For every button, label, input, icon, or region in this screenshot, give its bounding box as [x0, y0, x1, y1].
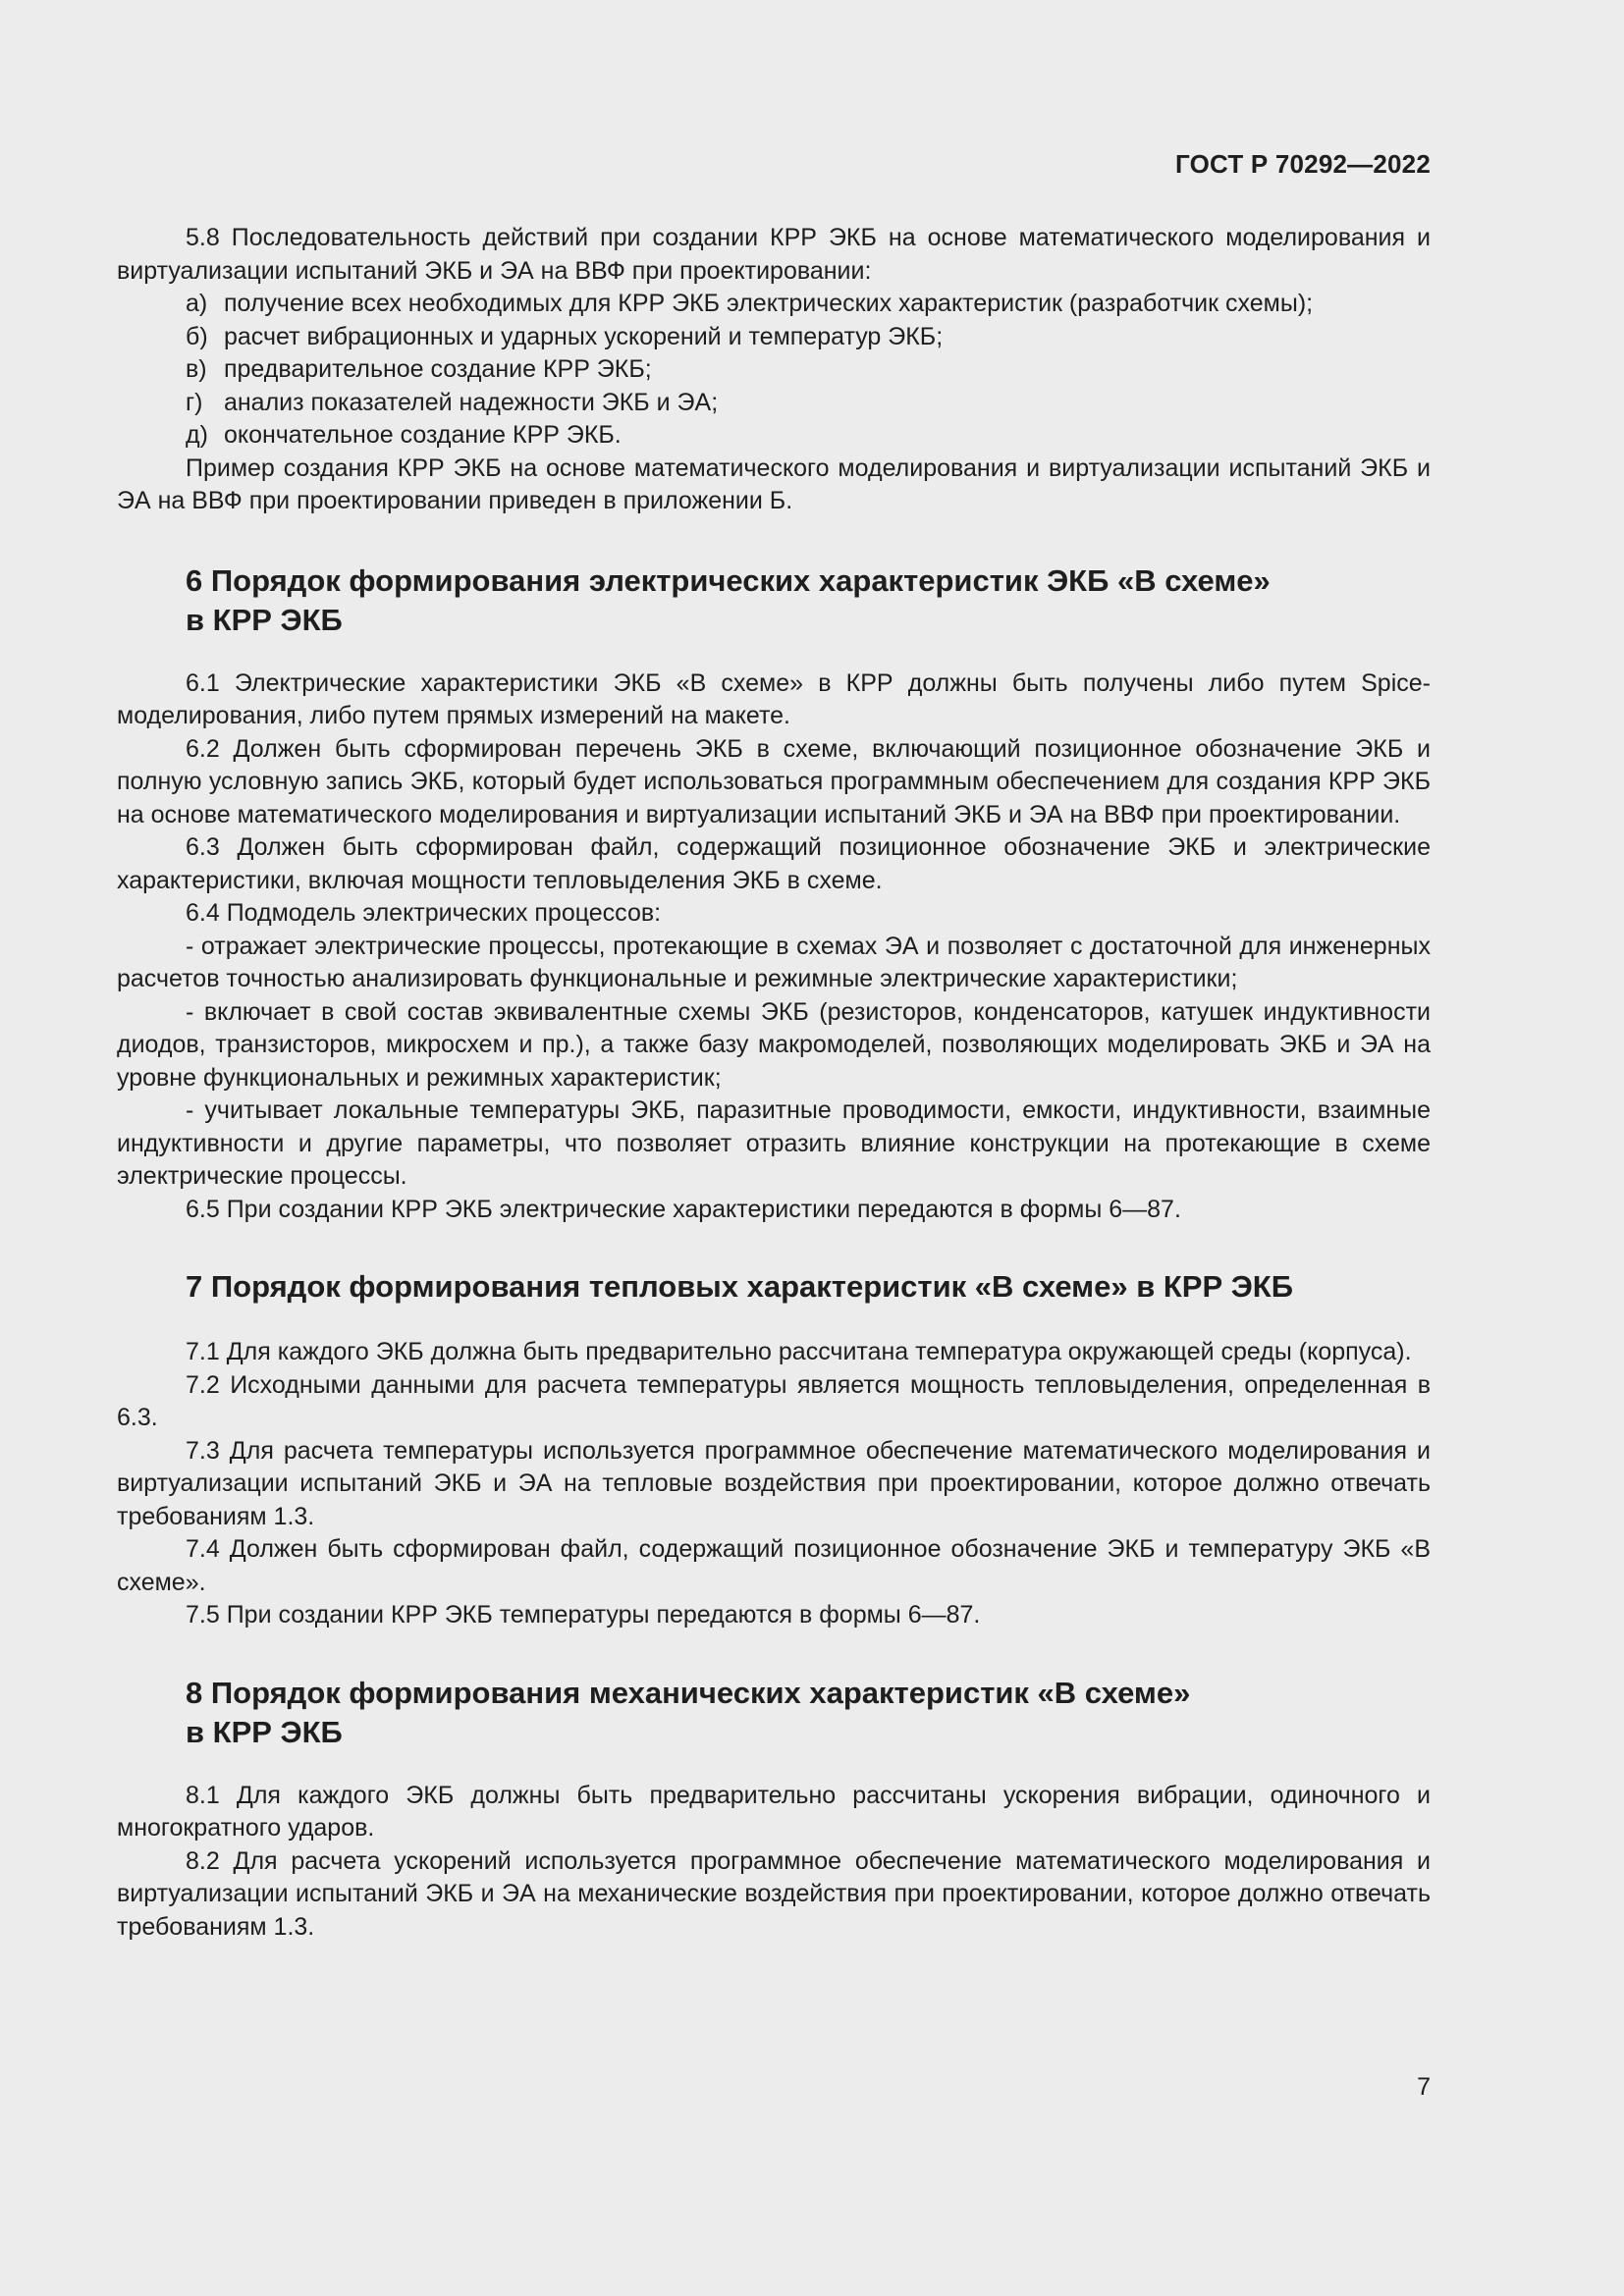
dash-item: - отражает электрические процессы, протекающие в схемах ЭА и позволяет с достаточной для инженерных расчетов точностью анализировать функциональные и режимные электрические характеристики;	[117, 932, 1431, 992]
heading-line: в КРР ЭКБ	[186, 602, 343, 637]
document-code: ГОСТ Р 70292—2022	[1175, 149, 1431, 179]
paragraph-6-3: 6.3 Должен быть сформирован файл, содержащий позиционное обозначение ЭКБ и электрические характеристики, включая мощности тепловыделения ЭКБ в схеме.	[117, 833, 1431, 894]
list-item	[117, 419, 1431, 453]
page-content	[117, 222, 1431, 1944]
dash-item: - включает в свой состав эквивалентные схемы ЭКБ (резисторов, конденсаторов, катушек индуктивности диодов, транзисторов, микросхем и пр.), а также базу макромоделей, позволяющих моделировать ЭКБ и ЭА на уровне функциональных и режимных характеристик;	[117, 997, 1431, 1092]
list-item	[117, 321, 1431, 354]
list-item	[117, 387, 1431, 420]
section-8-heading	[117, 1674, 1431, 1752]
list-marker: б)	[186, 322, 208, 350]
paragraph-6-4: 6.4 Подмодель электрических процессов:	[186, 899, 662, 927]
paragraph-7-5: 7.5 При создании КРР ЭКБ температуры передаются в формы 6—87.	[186, 1601, 981, 1629]
section-6-heading	[117, 561, 1431, 640]
heading-line: в КРР ЭКБ	[186, 1714, 343, 1749]
paragraph-6-2: 6.2 Должен быть сформирован перечень ЭКБ в схеме, включающий позиционное обозначение ЭКБ и полную условную запись ЭКБ, который будет использоваться программным обеспечением для создания КРР ЭКБ на основе математического моделирования и виртуализации испытаний ЭКБ и ЭА на ВВФ при проектировании.	[117, 734, 1431, 828]
list-text: получение всех необходимых для КРР ЭКБ электрических характеристик (разработчик схемы);	[223, 290, 1314, 317]
paragraph-6-1: 6.1 Электрические характеристики ЭКБ «В схеме» в КРР должны быть получены либо путем Spice-моделирования, либо путем прямых измерений на макете.	[117, 668, 1431, 729]
list-text: предварительное создание КРР ЭКБ;	[223, 355, 652, 383]
section-7-heading: 7 Порядок формирования тепловых характеристик «В схеме» в КРР ЭКБ	[186, 1269, 1294, 1304]
page-number: 7	[1417, 2073, 1431, 2101]
list-marker: г)	[186, 388, 203, 416]
paragraph-6-5: 6.5 При создании КРР ЭКБ электрические характеристики передаются в формы 6—87.	[186, 1195, 1181, 1223]
paragraph-7-2: 7.2 Исходными данными для расчета температуры является мощность тепловыделения, определенная в 6.3.	[117, 1370, 1431, 1431]
paragraph-7-1: 7.1 Для каждого ЭКБ должна быть предварительно рассчитана температура окружающей среды (корпуса).	[186, 1338, 1412, 1365]
list-text: расчет вибрационных и ударных ускорений и температур ЭКБ;	[223, 322, 944, 350]
paragraph-7-4: 7.4 Должен быть сформирован файл, содержащий позиционное обозначение ЭКБ и температуру ЭКБ «В схеме».	[117, 1535, 1431, 1596]
paragraph-5-8: 5.8 Последовательность действий при создании КРР ЭКБ на основе математического моделирования и виртуализации испытаний ЭКБ и ЭА на ВВФ при проектировании:	[117, 224, 1431, 285]
list-item	[117, 353, 1431, 387]
list-marker: д)	[186, 421, 208, 449]
list-text: окончательное создание КРР ЭКБ.	[223, 421, 622, 449]
dash-item: - учитывает локальные температуры ЭКБ, паразитные проводимости, емкости, индуктивности, взаимные индуктивности и другие параметры, что позволяет отразить влияние конструкции на протекающие в схеме электрические процессы.	[117, 1096, 1431, 1190]
list-marker: а)	[186, 290, 208, 317]
heading-line: 6 Порядок формирования электрических характеристик ЭКБ «В схеме»	[186, 562, 1271, 598]
heading-line: 8 Порядок формирования механических характеристик «В схеме»	[186, 1675, 1191, 1710]
list-text: анализ показателей надежности ЭКБ и ЭА;	[223, 388, 719, 416]
list-item	[117, 288, 1431, 321]
paragraph-8-2: 8.2 Для расчета ускорений используется программное обеспечение математического моделирования и виртуализации испытаний ЭКБ и ЭА на механические воздействия при проектировании, которое должно отвечать требованиям 1.3.	[117, 1846, 1431, 1941]
list-marker: в)	[186, 355, 207, 383]
paragraph-7-3: 7.3 Для расчета температуры используется программное обеспечение математического моделирования и виртуализации испытаний ЭКБ и ЭА на тепловые воздействия при проектировании, которое должно отвечать требованиям 1.3.	[117, 1436, 1431, 1530]
paragraph-8-1: 8.1 Для каждого ЭКБ должны быть предварительно рассчитаны ускорения вибрации, одиночного и многократного ударов.	[117, 1781, 1431, 1842]
paragraph-example: Пример создания КРР ЭКБ на основе математического моделирования и виртуализации испытаний ЭКБ и ЭА на ВВФ при проектировании приведен в приложении Б.	[117, 454, 1431, 514]
